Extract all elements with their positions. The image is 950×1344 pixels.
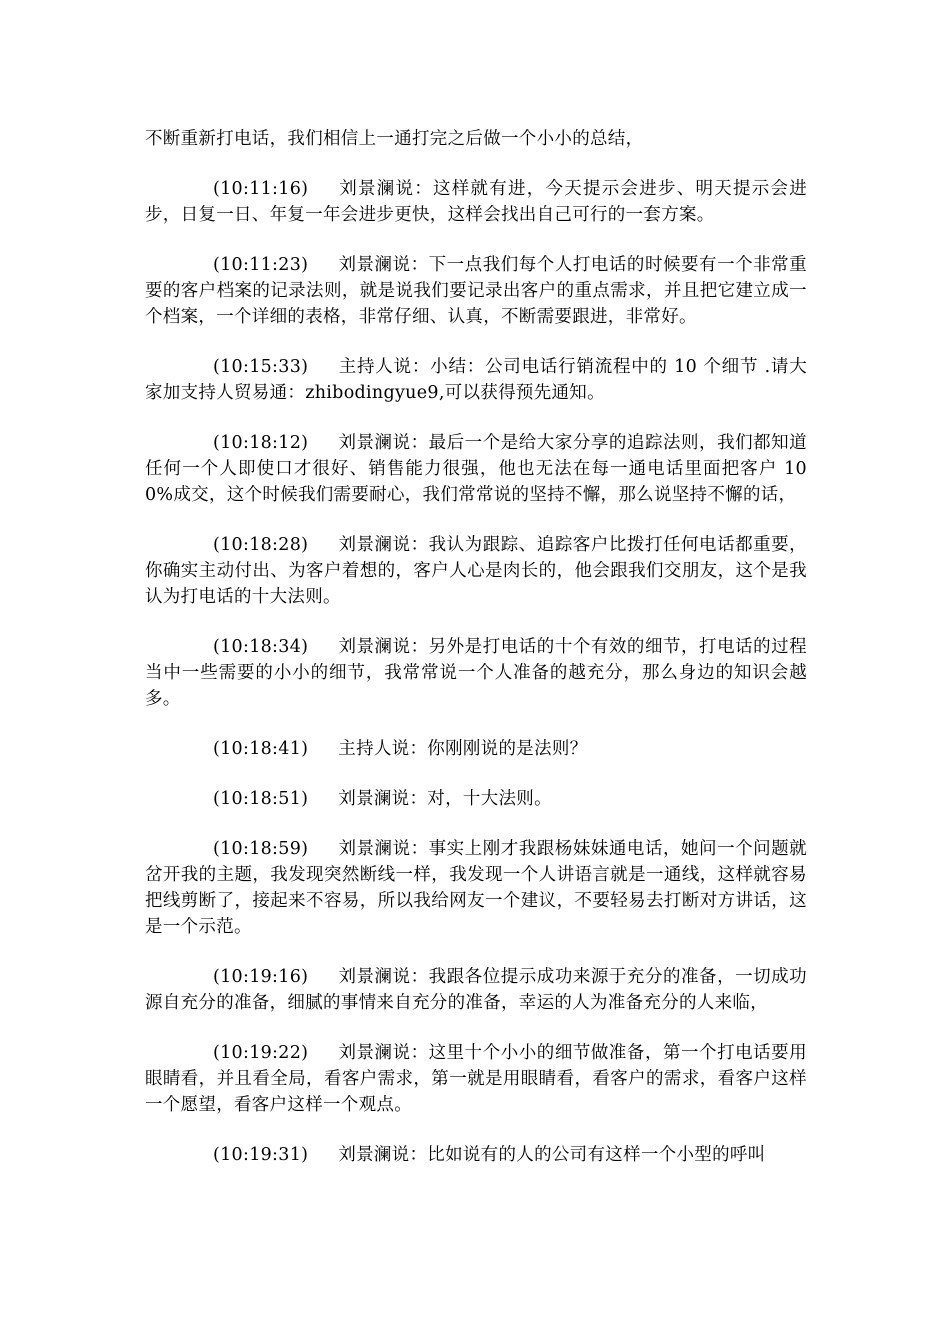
transcript-paragraph <box>145 430 807 508</box>
transcript-paragraph <box>145 634 807 712</box>
paragraph-text: 刘景澜说：事实上刚才我跟杨妹妹通电话，她问一个问题就岔开我的主题，我发现突然断线一样，我发现一个人讲语言就是一通线，这样就容易把线剪断了，接起来不容易，所以我给网友一个建议，不要轻易去打断对方讲话，这是一个示范。 <box>145 839 807 937</box>
paragraph-text: 刘景澜说：最后一个是给大家分享的追踪法则，我们都知道任何一个人即使口才很好、销售能力很强，他也无法在每一通电话里面把客户 100%成交，这个时候我们需要耐心，我们常常说的坚持不懈，那么说坚持不懈的话， <box>145 433 807 505</box>
paragraph-text: 刘景澜说：我跟各位提示成功来源于充分的准备，一切成功源自充分的准备，细腻的事情来自充分的准备，幸运的人为准备充分的人来临， <box>145 967 807 1013</box>
transcript-paragraph <box>145 836 807 940</box>
transcript-paragraph <box>145 176 807 228</box>
timestamp: (10:18:51) <box>213 789 309 809</box>
timestamp: (10:19:16) <box>213 967 309 987</box>
timestamp: (10:18:34) <box>213 637 309 657</box>
timestamp: (10:18:41) <box>213 739 309 759</box>
transcript-paragraph <box>145 126 807 152</box>
transcript-paragraph <box>145 354 807 406</box>
paragraph-text: 主持人说：小结：公司电话行销流程中的 10 个细节 .请大家加支持人贸易通：zhibodingyue9,可以获得预先通知。 <box>145 357 807 403</box>
paragraph-text: 刘景澜说：下一点我们每个人打电话的时候要有一个非常重要的客户档案的记录法则，就是说我们要记录出客户的重点需求，并且把它建立成一个档案，一个详细的表格，非常仔细、认真，不断需要跟进，非常好。 <box>145 255 807 327</box>
transcript-paragraph <box>145 736 807 762</box>
transcript-paragraph <box>145 1142 807 1168</box>
transcript-paragraph <box>145 532 807 610</box>
timestamp: (10:11:23) <box>213 255 309 275</box>
paragraph-text: 刘景澜说：对，十大法则。 <box>338 789 552 809</box>
paragraph-text: 主持人说：你刚刚说的是法则？ <box>338 739 588 759</box>
transcript-paragraph <box>145 1040 807 1118</box>
transcript-body <box>145 126 807 1192</box>
timestamp: (10:11:16) <box>213 179 309 199</box>
transcript-paragraph <box>145 252 807 330</box>
transcript-paragraph <box>145 964 807 1016</box>
timestamp: (10:19:31) <box>213 1145 309 1165</box>
paragraph-text: 刘景澜说：另外是打电话的十个有效的细节，打电话的过程当中一些需要的小小的细节，我常常说一个人准备的越充分，那么身边的知识会越多。 <box>145 637 807 709</box>
timestamp: (10:18:12) <box>213 433 309 453</box>
paragraph-text: 刘景澜说：我认为跟踪、追踪客户比拨打任何电话都重要，你确实主动付出、为客户着想的，客户人心是肉长的，他会跟我们交朋友，这个是我认为打电话的十大法则。 <box>145 535 807 607</box>
timestamp: (10:19:22) <box>213 1043 309 1063</box>
transcript-paragraph <box>145 786 807 812</box>
timestamp: (10:18:28) <box>213 535 309 555</box>
timestamp: (10:15:33) <box>213 357 309 377</box>
timestamp: (10:18:59) <box>213 839 309 859</box>
paragraph-text: 刘景澜说：这里十个小小的细节做准备，第一个打电话要用眼睛看，并且看全局，看客户需求，第一就是用眼睛看，看客户的需求，看客户这样一个愿望，看客户这样一个观点。 <box>145 1043 807 1115</box>
paragraph-text: 不断重新打电话，我们相信上一通打完之后做一个小小的总结， <box>145 129 644 149</box>
paragraph-text: 刘景澜说：比如说有的人的公司有这样一个小型的呼叫 <box>338 1145 766 1165</box>
paragraph-text: 刘景澜说：这样就有进，今天提示会进步、明天提示会进步，日复一日、年复一年会进步更快，这样会找出自己可行的一套方案。 <box>145 179 807 225</box>
